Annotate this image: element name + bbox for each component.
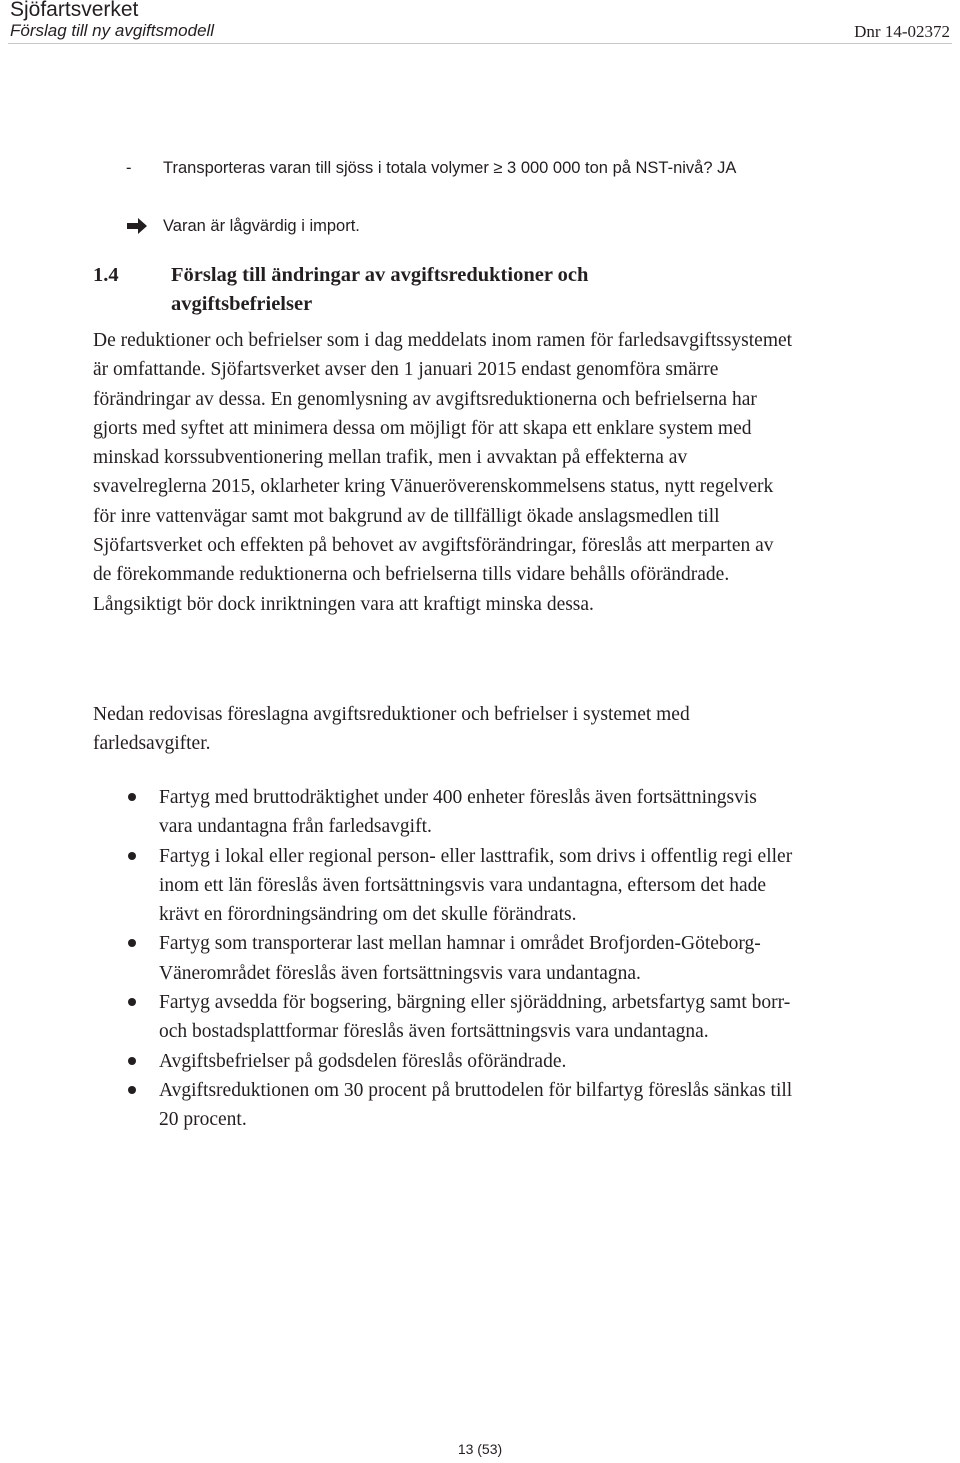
- bullet-text: Fartyg med bruttodräktighet under 400 enheter föreslås även fortsättningsvis vara undantagna från farledsavgift.: [159, 787, 757, 838]
- bullet-item: [93, 1047, 793, 1076]
- bullet-item: [93, 842, 793, 930]
- bullet-text: Avgiftsreduktionen om 30 procent på bruttodelen för bilfartyg föreslås sänkas till 20 procent.: [159, 1079, 793, 1131]
- bullet-dot-icon: [128, 939, 136, 947]
- header-rule: [8, 43, 952, 44]
- bullet-item: [93, 929, 793, 988]
- bullet-item: [93, 1076, 793, 1135]
- header-dnr: Dnr 14-02372: [854, 22, 950, 41]
- header-org: Sjöfartsverket: [10, 0, 139, 21]
- section-number: 1.4: [93, 264, 119, 286]
- section-title: Förslag till ändringar av avgiftsreduktioner och avgiftsbefrielser: [171, 264, 589, 315]
- bullet-text: Fartyg avsedda för bogsering, bärgning eller sjöräddning, arbetsfartyg samt borr- och bostadsplattformar föreslås även fortsättningsvis vara undantagna.: [159, 992, 791, 1043]
- bullet-text: Avgiftsbefrielser på godsdelen föreslås oförändrade.: [159, 1050, 567, 1072]
- bullet-text: Fartyg som transporterar last mellan hamnar i området Brofjorden-Göteborg-Vänerområdet föreslås även fortsättningsvis vara undantagna.: [159, 933, 761, 984]
- bullet-text: Fartyg i lokal eller regional person- eller lasttrafik, som drivs i offentlig regi eller inom ett län föreslås även fortsättningsvis vara undantagna, eftersom det hade krävt en förordningsändring om det skulle förändrats.: [159, 845, 793, 926]
- bullet-dot-icon: [128, 852, 136, 860]
- bullet-item: [93, 988, 793, 1047]
- page-number: 13 (53): [457, 1441, 503, 1457]
- body-paragraph: Nedan redovisas föreslagna avgiftsreduktioner och befrielser i systemet med farledsavgifter.: [93, 704, 690, 755]
- dash-marker: -: [126, 159, 132, 177]
- arrow-item-text: Varan är lågvärdig i import.: [163, 217, 360, 235]
- bullet-list: [93, 783, 793, 1135]
- header-subtitle: Förslag till ny avgiftsmodell: [10, 21, 215, 40]
- bullet-dot-icon: [128, 793, 136, 801]
- bullet-dot-icon: [128, 1086, 136, 1094]
- bullet-item: [93, 783, 793, 842]
- bullet-dot-icon: [128, 1057, 136, 1065]
- bullet-dot-icon: [128, 998, 136, 1006]
- body-paragraph: De reduktioner och befrielser som i dag meddelats inom ramen för farledsavgiftssystemet är omfattande. Sjöfartsverket avser den 1 januari 2015 endast genomföra smärre förändringar av dessa. En genomlysning av avgiftsreduktionerna och befrielserna har gjorts med syftet att minimera dessa om möjligt för att skapa ett enklare system med minskad korssubventionering mellan trafik, men i avvaktan på effekterna av svavelreglerna 2015, oklarheter kring Vänueröverenskommelsens status, nytt regelverk för inre vattenvägar samt mot bakgrund av de tillfälligt ökade anslagsmedlen till Sjöfartsverket och effekten på behovet av avgiftsförändringar, föreslås att merparten av de förekommande reduktionerna och befrielserna tills vidare behålls oförändrade. Långsiktigt bör dock inriktningen vara att kraftigt minska dessa.: [93, 330, 793, 615]
- dash-item-text: Transporteras varan till sjöss i totala volymer ≥ 3 000 000 ton på NST-nivå? JA: [163, 159, 737, 177]
- arrow-right-icon: [126, 216, 148, 236]
